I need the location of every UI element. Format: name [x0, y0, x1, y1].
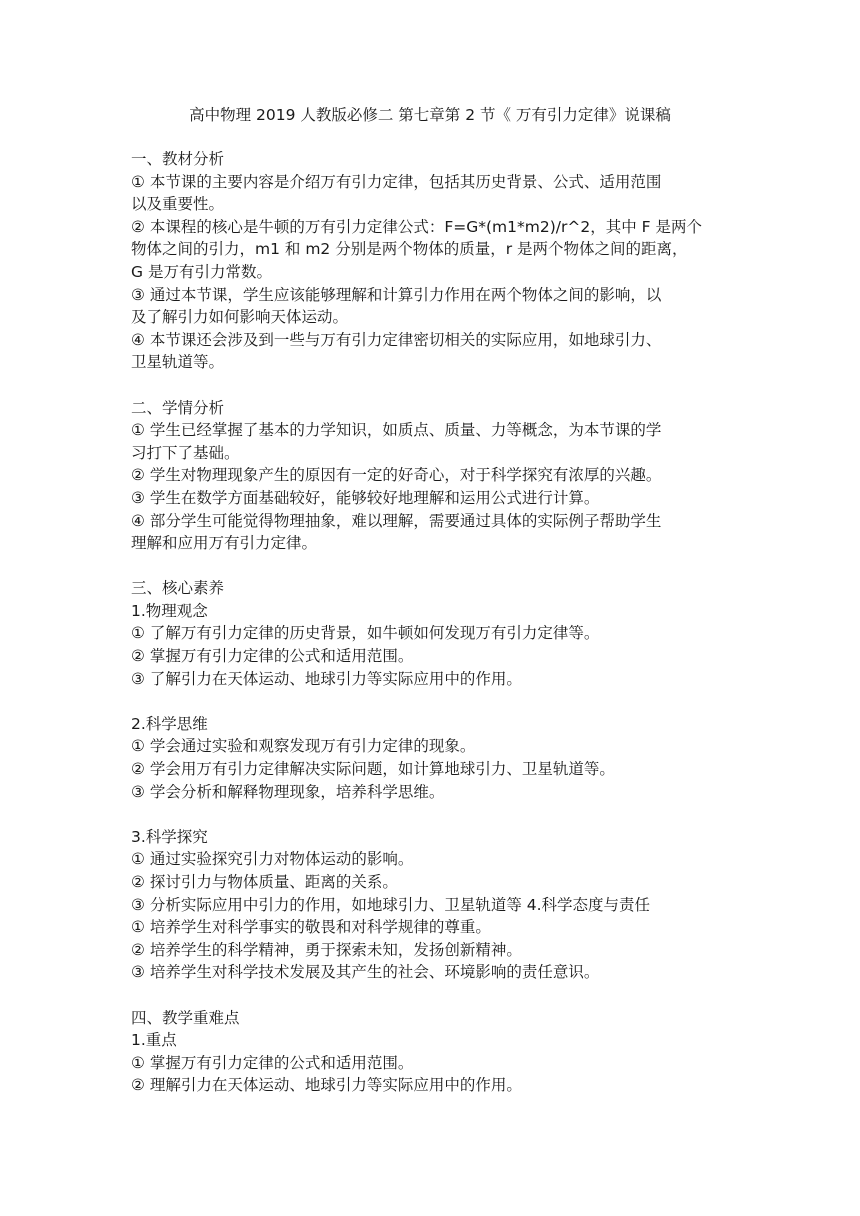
text-line: ① 掌握万有引力定律的公式和适用范围。: [131, 1053, 414, 1072]
text-line: ① 通过实验探究引力对物体运动的影响。: [131, 850, 414, 869]
blank-line: [131, 803, 741, 826]
text-line: 一、教材分析: [131, 150, 225, 168]
blank-line: [131, 374, 741, 397]
text-line: ③ 学生在数学方面基础较好，能够较好地理解和运用公式进行计算。: [131, 488, 600, 507]
text-line: ① 了解万有引力定律的历史背景，如牛顿如何发现万有引力定律等。: [131, 624, 600, 643]
text-line: 2.科学思维: [131, 714, 208, 733]
text-line: ② 学生对物理现象产生的原因有一定的好奇心，对于科学探究有浓厚的兴趣。: [131, 466, 662, 485]
text-line: ③ 学会分析和解释物理现象，培养科学思维。: [131, 782, 445, 801]
text-line: ① 培养学生对科学事实的敬畏和对科学规律的尊重。: [131, 918, 491, 937]
text-line: 以及重要性。: [131, 195, 225, 214]
text-line: 四、教学重难点: [131, 1008, 240, 1027]
text-line: ① 学生已经掌握了基本的力学知识，如质点、质量、力等概念，为本节课的学: [131, 421, 662, 440]
text-line: ④ 本节课还会涉及到一些与万有引力定律密切相关的实际应用，如地球引力、: [131, 330, 662, 349]
text-line: ① 本节课的主要内容是介绍万有引力定律，包括其历史背景、公式、适用范围: [131, 172, 662, 191]
text-line: 1.物理观念: [131, 601, 208, 620]
text-line: 及了解引力如何影响天体运动。: [131, 308, 349, 327]
document-title: 高中物理 2019 人教版必修二 第七章第 2 节《 万有引力定律》说课稿: [189, 106, 671, 124]
text-line: ③ 通过本节课，学生应该能够理解和计算引力作用在两个物体之间的影响，以: [131, 285, 662, 304]
text-line: ① 学会通过实验和观察发现万有引力定律的现象。: [131, 737, 476, 756]
document-body: [131, 148, 741, 1097]
text-line: ③ 分析实际应用中引力的作用，如地球引力、卫星轨道等 4.科学态度与责任: [131, 895, 651, 914]
blank-line: [131, 984, 741, 1007]
text-line: 三、核心素养: [131, 579, 225, 598]
text-line: ③ 培养学生对科学技术发展及其产生的社会、环境影响的责任意识。: [131, 963, 600, 982]
text-line: ② 掌握万有引力定律的公式和适用范围。: [131, 647, 414, 666]
text-line: ② 探讨引力与物体质量、距离的关系。: [131, 873, 398, 891]
text-line: 理解和应用万有引力定律。: [131, 534, 318, 553]
text-line: 1.重点: [131, 1031, 177, 1050]
text-line: 物体之间的引力，m1 和 m2 分别是两个物体的质量，r 是两个物体之间的距离，: [131, 240, 688, 259]
text-line: 3.科学探究: [131, 827, 208, 846]
text-line: ② 培养学生的科学精神，勇于探索未知，发扬创新精神。: [131, 940, 522, 959]
text-line: ② 本课程的核心是牛顿的万有引力定律公式：F=G*(m1*m2)/r^2，其中 F 是两个: [131, 217, 702, 236]
text-line: 卫星轨道等。: [131, 353, 225, 372]
text-line: ④ 部分学生可能觉得物理抽象，难以理解，需要通过具体的实际例子帮助学生: [131, 511, 662, 530]
text-line: G 是万有引力常数。: [131, 262, 272, 281]
text-line: ② 学会用万有引力定律解决实际问题，如计算地球引力、卫星轨道等。: [131, 760, 615, 779]
blank-line: [131, 555, 741, 578]
text-line: 习打下了基础。: [131, 443, 240, 462]
text-line: ③ 了解引力在天体运动、地球引力等实际应用中的作用。: [131, 669, 522, 688]
text-line: 二、学情分析: [131, 398, 225, 417]
blank-line: [131, 690, 741, 713]
text-line: ② 理解引力在天体运动、地球引力等实际应用中的作用。: [131, 1076, 522, 1095]
